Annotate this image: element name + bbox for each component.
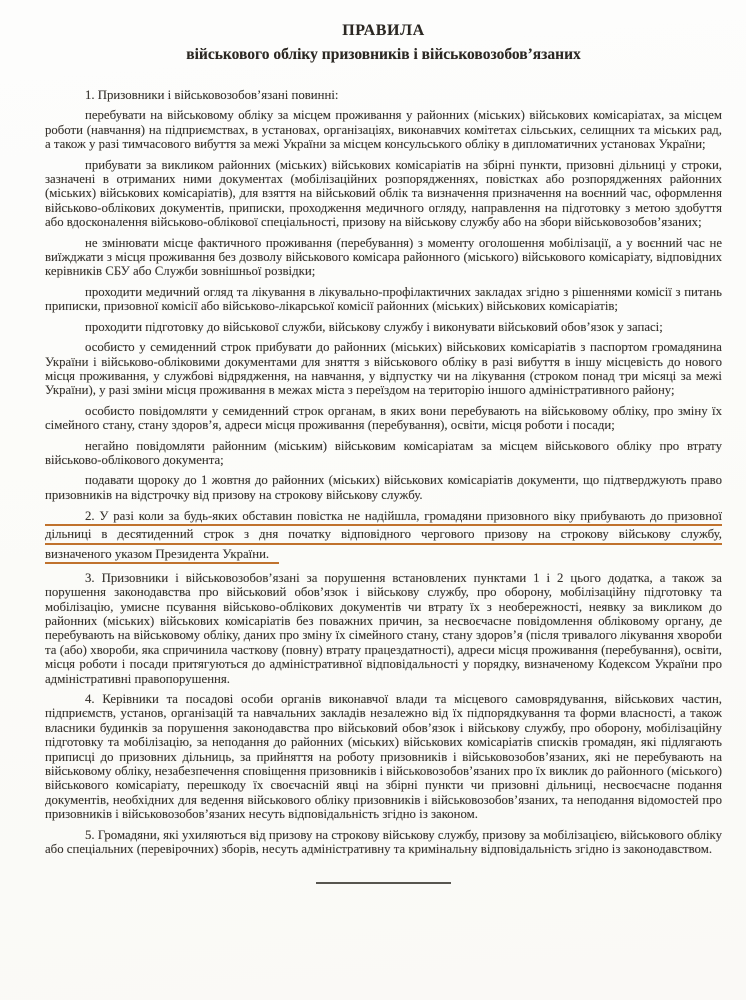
section-1-item-5: проходити підготовку до військової служби, військову службу і виконувати військовий обов’язок у запасі; [85, 319, 663, 334]
section-1-item-7: особисто повідомляти у семиденний строк органам, в яких вони перебувають на військовому обліку, про зміну їх сімейного стану, стану здоров’я, адреси місця проживання (перебування), освіти, місця роботи і посади; [45, 403, 722, 433]
section-2-highlighted-paragraph [45, 508, 722, 564]
section-1-item-6: особисто у семиденний строк прибувати до районних (міських) військових комісаріатів з паспортом громадянина України і військово-обліковими документами для зняття з військового обліку в разі вибуття в іншу місцевість до нового місця проживання, у службові відрядження, на навчання, у відпустку чи на лікування (строком понад три місяці за межі України), у разі зміни місця проживання в межах міста з переїздом на територію іншого адміністративного району; [45, 340, 722, 398]
section-3-paragraph: 3. Призовники і військовозобов’язані за порушення встановлених пунктами 1 і 2 цього додатка, а також за порушення законодавства про військовий обов’язок і військову службу, про оборону, мобілізаційну підготовку та мобілізацію, умисне псування військово-облікових документів чи втрату їх з необережності, неявку за викликом до районних (міських) військових комісаріатів без поважних причин, за несвоєчасне повідомлення обліковому органу, де перебувають на військовому обліку, даних про зміну їх сімейного стану, стану здоров’я (після тривалого лікування хвороби та (або) хвороби, яка спричинила часткову (повну) втрату працездатності), адреси місця проживання (перебування), освіти, місця роботи і посади притягуються до адміністративної відповідальності у порядку, визначеному Кодексом України про адміністративні правопорушення. [45, 570, 722, 686]
highlighted-line-2: дільниці в десятиденний строк з дня початку відповідного чергового призову на строкову військову службу, [45, 526, 722, 544]
section-1-item-4: проходити медичний огляд та лікування в лікувально-профілактичних закладах згідно з рішеннями комісії з питань приписки, призовної комісії або військово-лікарської комісії районних (міських) військових комісаріатів; [45, 284, 722, 314]
document-header [45, 22, 722, 64]
highlighted-line-1: 2. У разі коли за будь-яких обставин повістка не надійшла, громадяни призовного віку прибувають до призовної [45, 508, 722, 526]
document-subtitle: військового обліку призовників і військовозобов’язаних [186, 46, 581, 63]
section-5-paragraph: 5. Громадяни, які ухиляються від призову на строкову військову службу, призову за мобілізацією, військового обліку або спеціальних (перевірочних) зборів, несуть адміністративну та кримінальну відповідальність згідно із законодавством. [45, 827, 722, 857]
section-1-item-3: не змінювати місце фактичного проживання (перебування) з моменту оголошення мобілізації, а у воєнний час не виїжджати з місця проживання без дозволу військового комісара районного (міського) військового комісаріату, відповідних керівників СБУ або Служби зовнішньої розвідки; [45, 235, 722, 279]
section-1-item-2: прибувати за викликом районних (міських) військових комісаріатів на збірні пункти, призовні дільниці у строки, зазначені в отриманих ними документах (мобілізаційних розпорядженнях, повістках або розпорядженнях районних (міських) військових комісаріатів), для взяття на військовий облік та визначення призначення на воєнний час, оформлення військово-облікових документів, приписки, проходження медичного огляду, направлення на підготовку з метою здобуття або вдосконалення військово-облікової спеціальності, призову на військову службу або на збори військовозобов’язаних; [45, 157, 722, 230]
section-1-item-9: подавати щороку до 1 жовтня до районних (міських) військових комісаріатів документи, що підтверджують право призовників на відстрочку від призову на строкову військову службу. [45, 473, 722, 502]
end-of-document-divider [316, 882, 451, 884]
section-1-item-8: негайно повідомляти районним (міським) військовим комісаріатам за місцем військового обліку про втрату військово-облікового документа; [45, 438, 722, 467]
section-1-item-1: перебувати на військовому обліку за місцем проживання у районних (міських) військових комісаріатах, за місцем роботи (навчання) на підприємствах, в установах, організаціях, виконавчих комітетах сільських, селищних та міських рад, а також у разі тимчасового вибуття за межі України за місцем консульського обліку в дипломатичних установах України; [45, 108, 722, 152]
document-title: ПРАВИЛА [342, 22, 425, 39]
section-4-paragraph: 4. Керівники та посадові особи органів виконавчої влади та місцевого самоврядування, військових частин, підприємств, установ, організацій та навчальних закладів незалежно від їх підпорядкування та форми власності, а також власники будинків за порушення законодавства про військовий обов’язок і військову службу, про оборону, мобілізаційну підготовку та мобілізацію, за неподання до районних (міських) військових комісаріатів списків громадян, які підлягають приписці до призовних дільниць, за прийняття на роботу призовників і військовозобов’язаних, які не перебувають на військовому обліку, незабезпечення сповіщення призовників і військовозобов’язаних про їх виклик до районного (міського) військового комісаріату, перешкоду їх своєчасній явці на збірні пункти чи призовні дільниці, несвоєчасне подання документів, необхідних для ведення військового обліку призовників і військовозобов’язаних, та неподання відомостей про призовників і військовозобов’язаних несуть відповідальність згідно із законом. [45, 692, 722, 822]
highlighted-line-3: визначеного указом Президента України. [45, 546, 279, 564]
section-1-intro: 1. Призовники і військовозобов’язані повинні: [85, 88, 339, 102]
